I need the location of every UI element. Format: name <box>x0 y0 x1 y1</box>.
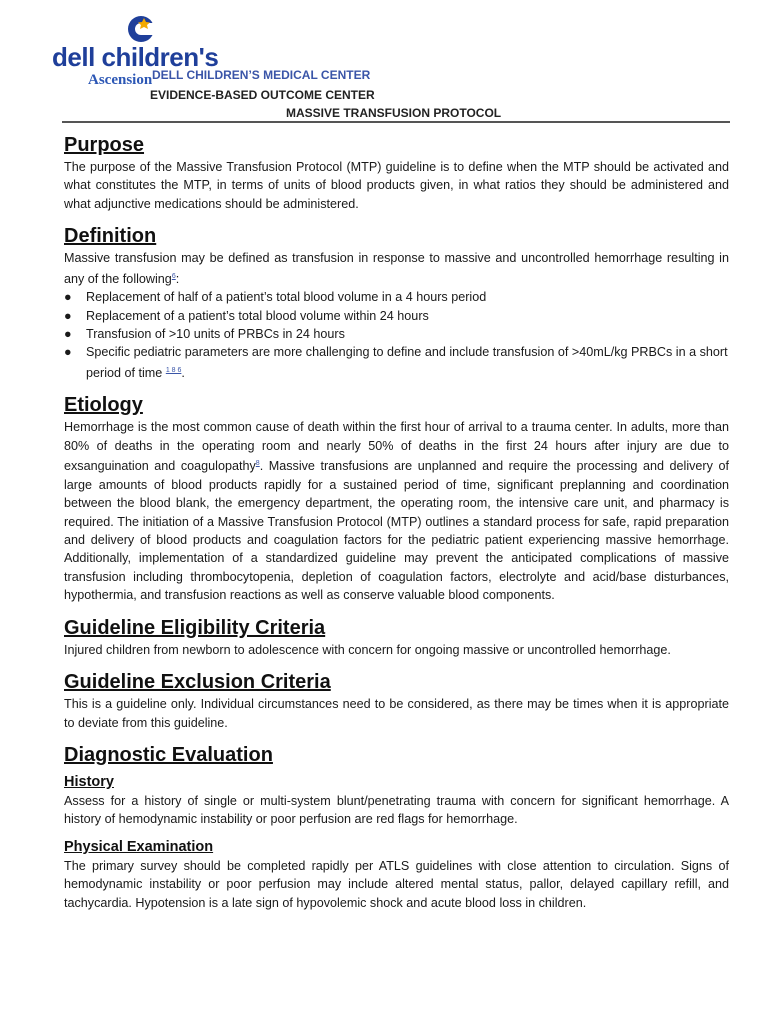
section-definition <box>64 223 729 382</box>
list-item <box>64 325 729 343</box>
diagnostic-heading: Diagnostic Evaluation <box>64 743 273 766</box>
etiology-text-part1: Hemorrhage is the most common cause of death within the first hour of arrival to a trauma center. In adults, more than 80% of deaths in the operating room and nearly 50% of deaths in the first 24 hours after injury are due to exsanguination and coagulopathy <box>64 420 729 474</box>
list-item-text: Specific pediatric parameters are more challenging to define and include transfusion of >40mL/kg PRBCs in a short period of time <box>86 345 728 381</box>
history-text: Assess for a history of single or multi-system blunt/penetrating trauma with concern for significant hemorrhage. A history of hemodynamic instability or poor perfusion are red flags for hemorrhage. <box>64 793 729 827</box>
exclusion-heading: Guideline Exclusion Criteria <box>64 671 331 694</box>
list-item <box>64 288 729 306</box>
bullet-icon: ● <box>64 345 72 360</box>
logo-name: dell children's <box>52 42 219 72</box>
history-heading: History <box>64 773 114 790</box>
section-eligibility <box>64 615 729 659</box>
definition-intro-end: : <box>175 271 180 286</box>
header-protocol-title: MASSIVE TRANSFUSION PROTOCOL <box>286 106 502 120</box>
definition-heading: Definition <box>64 225 157 248</box>
reference-link[interactable]: 8 <box>255 460 260 468</box>
list-item-text: Replacement of half of a patient’s total blood volume in a 4 hours period <box>86 290 487 305</box>
section-diagnostic-evaluation <box>64 742 729 912</box>
header-dept: EVIDENCE-BASED OUTCOME CENTER <box>150 88 375 102</box>
bullet-icon: ● <box>64 327 72 342</box>
section-purpose <box>64 132 729 213</box>
logo-c-mark-icon <box>126 14 156 44</box>
physical-exam-text: The primary survey should be completed rapidly per ATLS guidelines with close attention to circulation. Signs of hemodynamic instability or poor perfusion may include altered mental status, pallor, delayed capillary refill, and tachycardia. Hypotension is a late sign of hypovolemic shock and acute blood loss in children. <box>64 858 729 910</box>
list-item-text: Replacement of a patient’s total blood volume within 24 hours <box>86 308 429 323</box>
header-center-name: DELL CHILDREN’S MEDICAL CENTER <box>152 68 371 82</box>
purpose-text: The purpose of the Massive Transfusion Protocol (MTP) guideline is to define when the MTP should be activated and what constitutes the MTP, in terms of units of blood products given, in what ratios they should be administered and what adjunctive medications should be administered. <box>64 160 729 211</box>
document-body <box>64 132 729 922</box>
list-item <box>64 307 729 325</box>
eligibility-text: Injured children from newborn to adolescence with concern for ongoing massive or uncontrolled hemorrhage. <box>64 642 671 657</box>
definition-list <box>64 288 729 382</box>
etiology-text <box>64 418 729 604</box>
section-exclusion <box>64 669 729 732</box>
list-item <box>64 343 729 382</box>
eligibility-heading: Guideline Eligibility Criteria <box>64 616 326 639</box>
definition-intro <box>64 249 729 288</box>
list-item-text: Transfusion of >10 units of PRBCs in 24 hours <box>86 327 345 342</box>
bullet-icon: ● <box>64 308 72 323</box>
etiology-heading: Etiology <box>64 394 143 417</box>
etiology-text-part2: . Massive transfusions are unplanned and require the processing and delivery of large amounts of blood products rapidly for a sustained period of time, significant preplanning and coordination between the blood blank, the emergency department, the operating room, the intensive care unit, and pharmacy is required. The initiation of a Massive Transfusion Protocol (MTP) outlines a standard process for safe, rapid preparation and delivery of blood products and coagulation factors for the pediatric patient experiencing massive hemorrhage. Additionally, implementation of a standardized guideline may prevent the anticipated complications of massive transfusion including thrombocytopenia, depletion of coagulation factors, electrolyte and acid/base disturbances, hypothermia, and transfusion reactions as well as conserve valuable blood components. <box>64 459 729 603</box>
purpose-heading: Purpose <box>64 134 145 156</box>
logo-ascension: Ascension <box>88 72 153 88</box>
reference-link[interactable]: 1 8 6 <box>165 366 182 374</box>
reference-link[interactable]: 6 <box>171 272 176 280</box>
definition-intro-text: Massive transfusion may be defined as transfusion in response to massive and uncontrolled hemorrhage resulting in any of the following <box>64 251 729 286</box>
section-etiology <box>64 392 729 604</box>
physical-exam-heading: Physical Examination <box>64 838 214 855</box>
list-item-end: . <box>181 366 185 381</box>
bullet-icon: ● <box>64 290 72 305</box>
exclusion-text: This is a guideline only. Individual circumstances need to be considered, as there may be times when it is appropriate to deviate from this guideline. <box>64 697 729 730</box>
header-divider <box>62 121 730 123</box>
